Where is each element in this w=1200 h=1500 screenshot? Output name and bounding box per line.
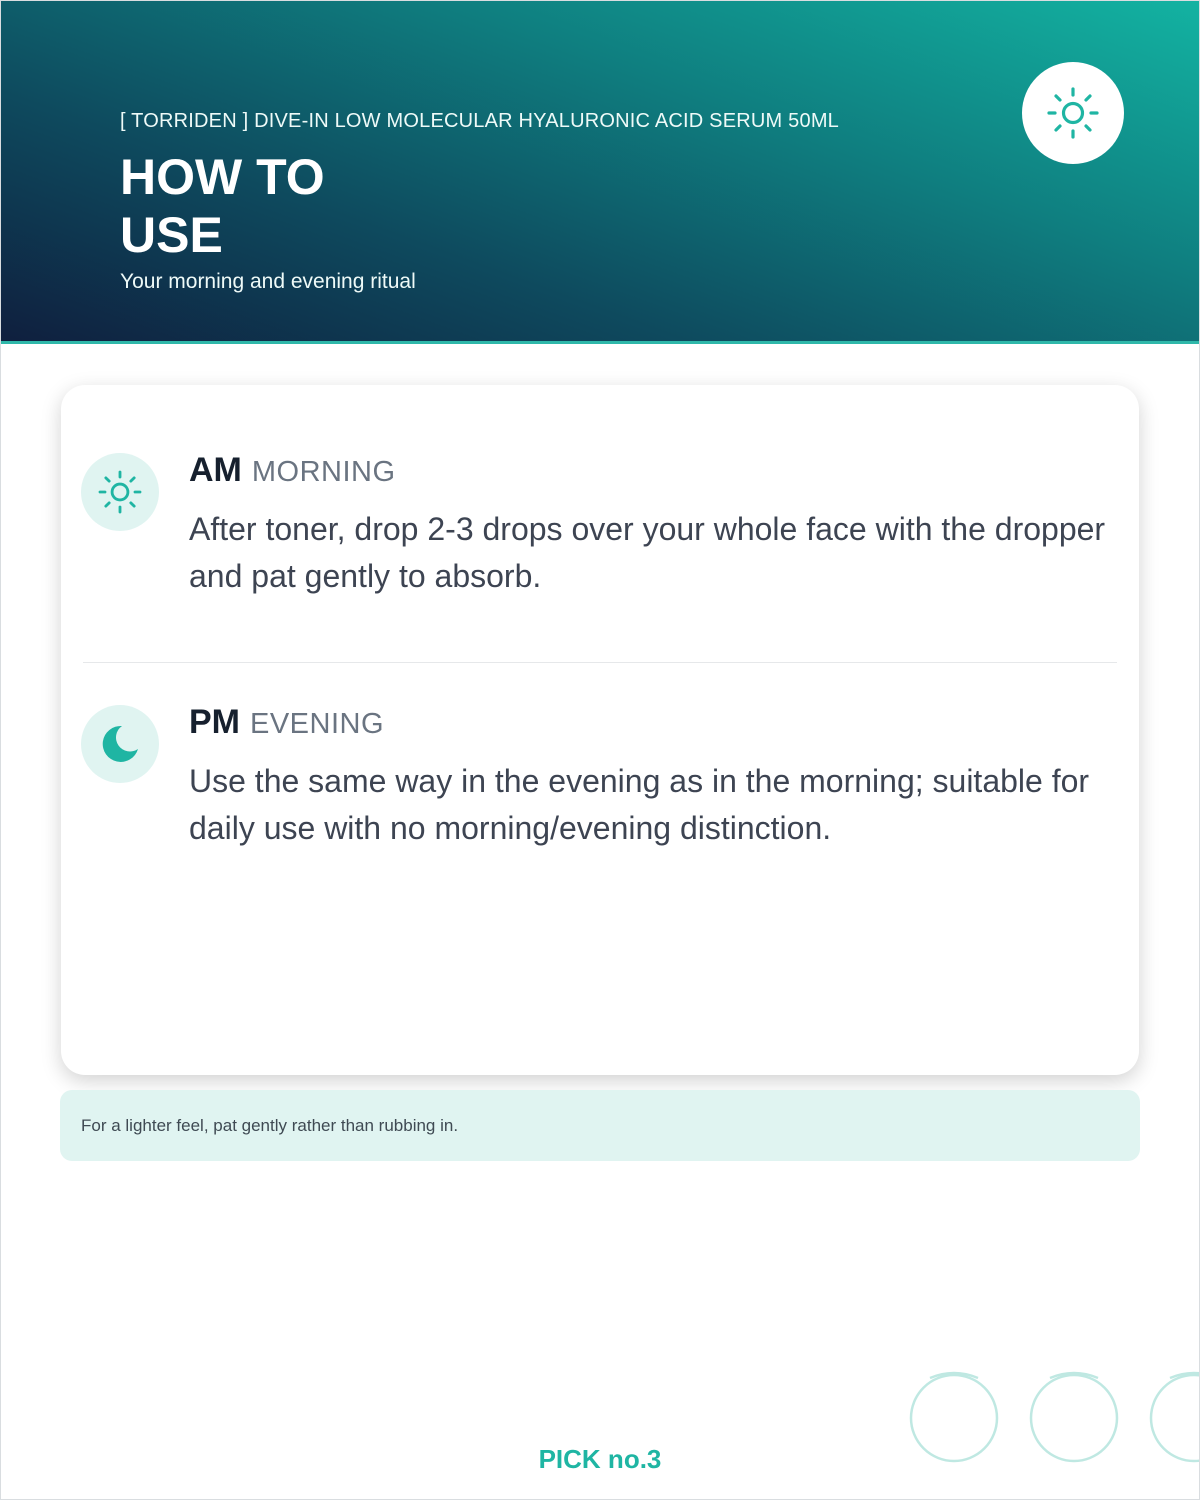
- header-banner: [0, 0, 1200, 344]
- product-name: [ TORRIDEN ] DIVE-IN LOW MOLECULAR HYALURONIC ACID SERUM 50ML: [120, 110, 839, 132]
- step-pm-code: PM: [189, 703, 240, 741]
- usage-card: [61, 385, 1139, 1075]
- tip-banner: For a lighter feel, pat gently rather than rubbing in.: [60, 1090, 1140, 1161]
- step-am-code: AM: [189, 451, 242, 489]
- sun-icon: [1043, 83, 1103, 143]
- header-sun-badge: [1022, 62, 1124, 164]
- step-pm-description: Use the same way in the evening as in the morning; suitable for daily use with no morning/evening distinction.: [189, 763, 1090, 846]
- page-title: HOW TO USE: [120, 149, 325, 263]
- moon-icon: [97, 721, 143, 767]
- step-am-description: After toner, drop 2-3 drops over your whole face with the dropper and pat gently to absorb.: [189, 511, 1106, 594]
- step-am-icon-badge: [81, 453, 159, 531]
- sun-icon: [95, 467, 145, 517]
- pick-label: PICK no.3: [538, 1444, 662, 1474]
- step-am-heading: [189, 451, 396, 490]
- step-pm-heading: [189, 703, 384, 742]
- step-pm-label: EVENING: [250, 708, 385, 740]
- step-divider: [83, 662, 1117, 663]
- step-am-label: MORNING: [251, 456, 396, 488]
- page-subtitle: Your morning and evening ritual: [120, 270, 416, 293]
- step-pm-icon-badge: [81, 705, 159, 783]
